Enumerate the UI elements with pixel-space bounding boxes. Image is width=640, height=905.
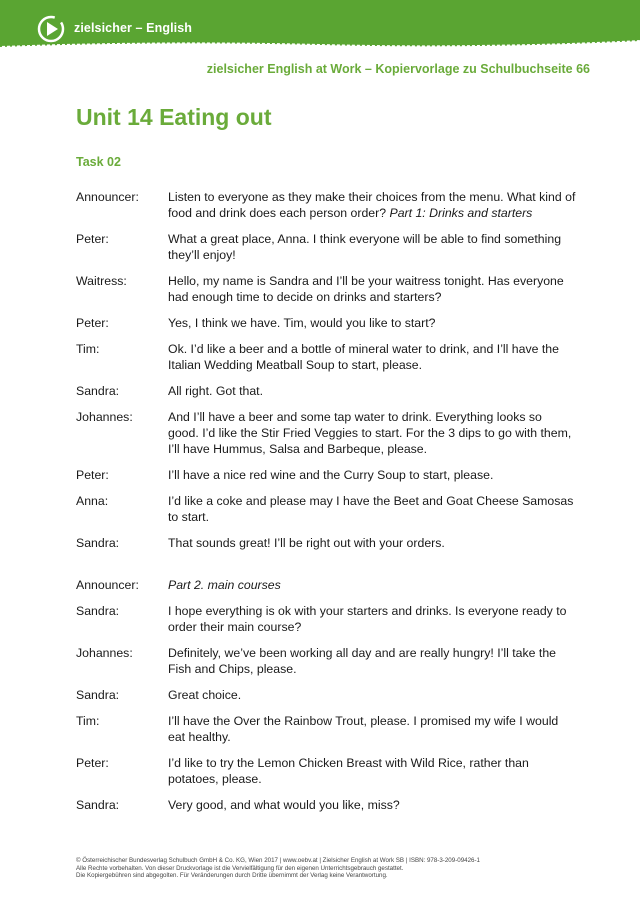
dialogue-line (168, 189, 576, 221)
speaker-name: Tim: (76, 342, 100, 356)
dialogue-line (168, 713, 576, 745)
speaker-name: Announcer: (76, 190, 139, 204)
dialogue-line (168, 797, 576, 813)
speaker-name: Peter: (76, 316, 109, 330)
dialogue-text: I’d like to try the Lemon Chicken Breast with Wild Rice, rather than potatoes, please. (168, 756, 529, 786)
dialogue-row (76, 383, 576, 399)
dialogue-text: I’ll have a nice red wine and the Curry Soup to start, please. (168, 468, 494, 482)
footer (76, 857, 576, 880)
speaker-name: Sandra: (76, 798, 120, 812)
dialogue-row (76, 315, 576, 331)
speaker-name: Sandra: (76, 688, 120, 702)
dialogue-line (168, 577, 576, 593)
speaker-name: Sandra: (76, 536, 120, 550)
dialogue-line (168, 687, 576, 703)
speaker-name: Peter: (76, 232, 109, 246)
dialogue-row (76, 189, 576, 221)
dialogue-text: Ok. I’d like a beer and a bottle of mineral water to drink, and I’ll have the Italian Wedding Meatball Soup to start, please. (168, 342, 559, 372)
dialogue-row (76, 713, 576, 745)
dialogue-text: Hello, my name is Sandra and I’ll be your waitress tonight. Has everyone had enough time to decide on drinks and starters? (168, 274, 564, 304)
speaker-name: Waitress: (76, 274, 127, 288)
dialogue-row (76, 273, 576, 305)
dialogue-text: All right. Got that. (168, 384, 264, 398)
speaker-name: Peter: (76, 468, 109, 482)
dialogue-line (168, 341, 576, 373)
page-title: Unit 14 Eating out (76, 104, 272, 130)
speaker-name: Sandra: (76, 604, 120, 618)
dialogue-row (76, 409, 576, 457)
dialogue-transcript (76, 189, 576, 823)
dialogue-line (168, 409, 576, 457)
dialogue-row (76, 577, 576, 593)
dialogue-line (168, 383, 576, 399)
dialogue-text: Listen to everyone as they make their choices from the menu. What kind of food and drink does each person order? (168, 190, 576, 220)
dialogue-text: I’ll have the Over the Rainbow Trout, please. I promised my wife I would eat healthy. (168, 714, 559, 744)
speaker-name: Announcer: (76, 578, 139, 592)
speaker-name: Sandra: (76, 384, 120, 398)
dialogue-row (76, 645, 576, 677)
speaker-name: Anna: (76, 494, 109, 508)
dialogue-text: What a great place, Anna. I think everyone will be able to find something they’ll enjoy! (168, 232, 562, 262)
speaker-name: Peter: (76, 756, 109, 770)
dialogue-line (168, 603, 576, 635)
task-label: Task 02 (76, 155, 121, 169)
dialogue-italic-text: Part 2. main courses (168, 578, 281, 592)
dialogue-text: Great choice. (168, 688, 242, 702)
dialogue-text: That sounds great! I’ll be right out with your orders. (168, 536, 445, 550)
dialogue-text: Yes, I think we have. Tim, would you like to start? (168, 316, 436, 330)
dialogue-text: I hope everything is ok with your starters and drinks. Is everyone ready to order their main course? (168, 604, 567, 634)
dialogue-row (76, 603, 576, 635)
dialogue-text: Definitely, we’ve been working all day and are really hungry! I’ll take the Fish and Chips, please. (168, 646, 557, 676)
footer-fees: Die Kopiergebühren sind abgegolten. Für Veränderungen durch Dritte übernimmt der Verlag keine Verantwortung. (76, 872, 388, 880)
dialogue-row (76, 231, 576, 263)
dialogue-italic-text: Part 1: Drinks and starters (389, 206, 533, 220)
play-icon (36, 14, 66, 44)
brand-name: zielsicher – English (74, 21, 193, 35)
dialogue-line (168, 273, 576, 305)
dialogue-line (168, 231, 576, 263)
dialogue-line (168, 467, 576, 483)
dialogue-row (76, 341, 576, 373)
dialogue-line (168, 535, 576, 551)
dialogue-row (76, 493, 576, 525)
dialogue-line (168, 493, 576, 525)
speaker-name: Johannes: (76, 646, 133, 660)
dialogue-text: Very good, and what would you like, miss? (168, 798, 400, 812)
header-banner (0, 0, 640, 52)
speaker-name: Johannes: (76, 410, 133, 424)
dialogue-row (76, 535, 576, 551)
dialogue-text: And I’ll have a beer and some tap water to drink. Everything looks so good. I’d like the Stir Fried Veggies to start. For the 3 dips to go with them, I’ll have Hummus, Salsa and Barbeque, please. (168, 410, 572, 456)
dialogue-line (168, 755, 576, 787)
dialogue-line (168, 645, 576, 677)
dialogue-line (168, 315, 576, 331)
speaker-name: Tim: (76, 714, 100, 728)
footer-copyright: © Österreichischer Bundesverlag Schulbuch GmbH & Co. KG, Wien 2017 | www.oebv.at | Zielsicher English at Work SB | ISBN: 978-3-209-09426-1 (76, 857, 480, 864)
dialogue-row (76, 467, 576, 483)
dialogue-text: I’d like a coke and please may I have the Beet and Goat Cheese Samosas to start. (168, 494, 574, 524)
document-subtitle: zielsicher English at Work – Kopiervorlage zu Schulbuchseite 66 (206, 62, 590, 76)
footer-rights: Alle Rechte vorbehalten. Von dieser Druckvorlage ist die Vervielfältigung für den eigenen Unterrichtsgebrauch gestattet. (76, 864, 404, 872)
dialogue-row (76, 755, 576, 787)
dialogue-row (76, 687, 576, 703)
dialogue-row (76, 797, 576, 813)
